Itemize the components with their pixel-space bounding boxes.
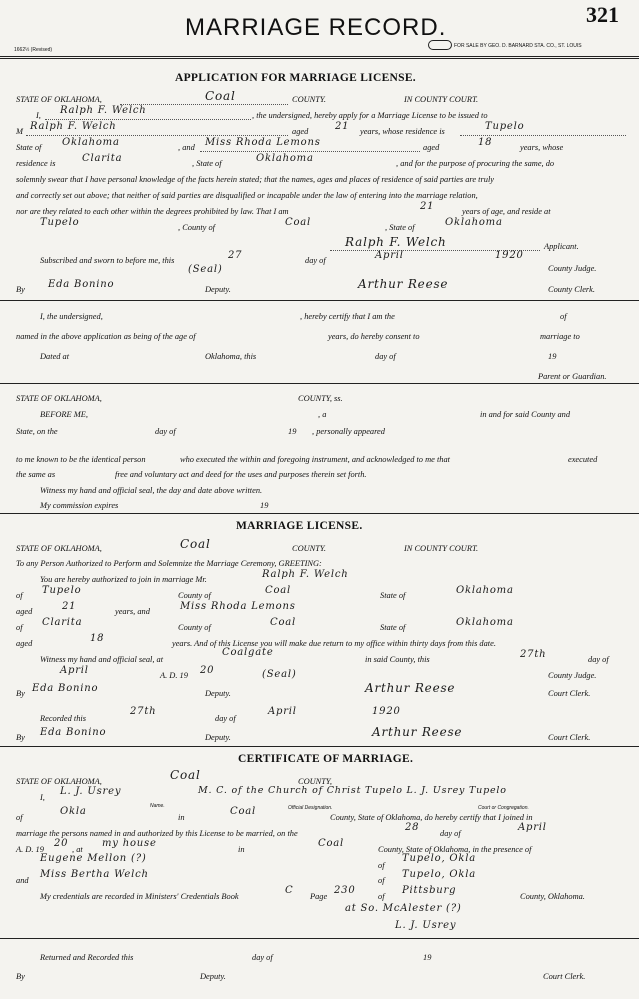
cert-off-county: Coal bbox=[230, 806, 257, 817]
lic-of-1: of bbox=[16, 591, 23, 600]
cert-witness-1: Eugene Mellon (?) bbox=[40, 853, 147, 864]
oath-text-2: and correctly set out above; that neither of said parties are disqualified or incapable under the law of entering into the marriage relation, bbox=[16, 191, 478, 200]
lic-rec-day: 27th bbox=[130, 706, 157, 717]
ack-commission-19: 19 bbox=[260, 501, 269, 510]
consent-line-2: named in the above application as being of the age of bbox=[16, 332, 196, 341]
app-county-value: Coal bbox=[205, 89, 236, 103]
page-number: 321 bbox=[586, 2, 619, 27]
form-code: 1662½ (Revised) bbox=[14, 47, 53, 53]
lic-clerk-sig: Arthur Reese bbox=[365, 681, 456, 695]
cert-credentials: My credentials are recorded in Ministers' Credentials Book bbox=[40, 892, 239, 901]
lic-groom: Ralph F. Welch bbox=[262, 569, 349, 580]
cert-sig-1: at So. McAlester (?) bbox=[345, 903, 462, 914]
lic-groom-age: 21 bbox=[62, 601, 77, 612]
groom-aged-label: aged bbox=[292, 127, 309, 136]
cert-marriage-text: marriage the persons named in and authorized by this License to be married, on the bbox=[16, 829, 298, 838]
cert-ad: A. D. 19 bbox=[16, 845, 44, 854]
lic-authorized: You are hereby authorized to join in marriage Mr. bbox=[40, 575, 207, 584]
app-i-label: I, bbox=[36, 111, 41, 120]
cert-place: my house bbox=[102, 838, 157, 849]
cert-in: in bbox=[178, 813, 185, 822]
consent-dated-label: Dated at bbox=[40, 352, 70, 361]
cert-of: of bbox=[16, 813, 23, 822]
applicant-name: Ralph F. Welch bbox=[60, 105, 147, 116]
lic-bride-state: Oklahoma bbox=[456, 617, 514, 628]
consent-line-1: I, the undersigned, bbox=[40, 312, 103, 321]
groom-line bbox=[26, 135, 288, 136]
cert-year: 20 bbox=[54, 838, 69, 849]
lic-groom-state: Oklahoma bbox=[456, 585, 514, 596]
cert-designation: M. C. of the Church of Christ Tupelo L. J. Usrey Tupelo bbox=[198, 785, 507, 796]
consent-day-of: day of bbox=[375, 352, 396, 361]
lic-county-value: Coal bbox=[180, 537, 211, 551]
oath-text-3b: years of age, and reside at bbox=[462, 207, 551, 216]
app-line2-text: , the undersigned, hereby apply for a Marriage License to be issued to bbox=[252, 111, 488, 120]
bride-line bbox=[200, 151, 420, 152]
cert-day-of: day of bbox=[440, 829, 461, 838]
lic-state-label: STATE OF OKLAHOMA, bbox=[16, 544, 102, 553]
lic-ad: A. D. 19 bbox=[160, 671, 188, 680]
ack-day-of: day of bbox=[155, 427, 176, 436]
ack-state-label: STATE OF OKLAHOMA, bbox=[16, 394, 102, 403]
sworn-day: 27 bbox=[228, 250, 243, 261]
groom-name: Ralph F. Welch bbox=[30, 121, 117, 132]
cert-returned-19: 19 bbox=[423, 953, 432, 962]
applicant-county: Coal bbox=[285, 217, 312, 228]
cert-at: , at bbox=[72, 845, 83, 854]
clerk-signature: Arthur Reese bbox=[358, 277, 449, 291]
cert-name-label: Name. bbox=[150, 803, 165, 809]
lic-greeting: To any Person Authorized to Perform and Solemnize the Marriage Ceremony, GREETING: bbox=[16, 559, 322, 568]
deputy-label: Deputy. bbox=[205, 285, 231, 294]
lic-bride-age: 18 bbox=[90, 633, 105, 644]
app-mr-label: M bbox=[16, 127, 23, 136]
cert-court-clerk: Court Clerk. bbox=[543, 972, 586, 981]
oath-text-1: solemnly swear that I have personal knowledge of the facts herein stated; that the names, ages and places of residence of said parties are truly bbox=[16, 175, 494, 184]
bride-state: Oklahoma bbox=[256, 153, 314, 164]
groom-age: 21 bbox=[335, 121, 350, 132]
lic-deputy: Deputy. bbox=[205, 689, 231, 698]
county-of-label: , County of bbox=[178, 223, 215, 232]
seal-1: (Seal) bbox=[188, 264, 223, 275]
page-title: MARRIAGE RECORD. bbox=[185, 14, 447, 41]
ack-before-me: BEFORE ME, bbox=[40, 410, 88, 419]
lic-clerk-sig-2: Arthur Reese bbox=[372, 725, 463, 739]
lic-rec-day-of: day of bbox=[215, 714, 236, 723]
ack-county-ss: COUNTY, ss. bbox=[298, 394, 343, 403]
groom-residence: Tupelo bbox=[485, 121, 525, 132]
county-clerk-label: County Clerk. bbox=[548, 285, 595, 294]
lic-in-said-county: in said County, this bbox=[365, 655, 430, 664]
cert-i: I, bbox=[40, 793, 45, 802]
lic-groom-town: Tupelo bbox=[42, 585, 82, 596]
applicant-line bbox=[45, 119, 251, 120]
consent-line-1b: , hereby certify that I am the bbox=[300, 312, 395, 321]
state-of-label: State of bbox=[16, 143, 42, 152]
ack-free-voluntary: free and voluntary act and deed for the uses and purposes therein set forth. bbox=[115, 470, 367, 479]
cert-county-state-presence: County, State of Oklahoma, in the presence of bbox=[378, 845, 532, 854]
ack-19: 19 bbox=[288, 427, 297, 436]
cert-county-ok: County, Oklahoma. bbox=[520, 892, 585, 901]
lic-rec-year: 1920 bbox=[372, 706, 401, 717]
lic-state-of-1: State of bbox=[380, 591, 406, 600]
deputy-signature: Eda Bonino bbox=[48, 279, 115, 290]
cert-day: 28 bbox=[405, 822, 420, 833]
state-of2-label: , State of bbox=[385, 223, 415, 232]
publisher-imprint: FOR SALE BY GEO. D. BARNARD STA. CO., ST. LOUIS bbox=[454, 43, 582, 49]
cert-in-2: in bbox=[238, 845, 245, 854]
application-heading: APPLICATION FOR MARRIAGE LICENSE. bbox=[175, 72, 416, 84]
lic-county-judge: County Judge. bbox=[548, 671, 597, 680]
applicant-state: Oklahoma bbox=[445, 217, 503, 228]
divider-3 bbox=[0, 513, 639, 514]
applicant-age: 21 bbox=[420, 201, 435, 212]
cert-witness-1-res: Tupelo, Okla bbox=[402, 853, 477, 864]
cert-state-label: STATE OF OKLAHOMA, bbox=[16, 777, 102, 786]
app-state-label: STATE OF OKLAHOMA, bbox=[16, 95, 102, 104]
lic-aged-1: aged bbox=[16, 607, 33, 616]
consent-line-2b: years, do hereby consent to bbox=[328, 332, 420, 341]
ack-known: to me known to be the identical person bbox=[16, 455, 146, 464]
county-judge-label: County Judge. bbox=[548, 264, 597, 273]
ack-in-and-for: in and for said County and bbox=[480, 410, 571, 419]
cert-official-designation: Official Designation. bbox=[288, 805, 333, 811]
cert-book: C bbox=[285, 885, 294, 896]
consent-oklahoma-label: Oklahoma, this bbox=[205, 352, 257, 361]
lic-seal: (Seal) bbox=[262, 669, 297, 680]
cert-witness-2-res: Tupelo, Okla bbox=[402, 869, 477, 880]
years-res-label: years, whose residence is bbox=[360, 127, 445, 136]
lic-place: Coalgate bbox=[222, 647, 274, 658]
cert-page-num: 230 bbox=[334, 885, 356, 896]
bride-name: Miss Rhoda Lemons bbox=[205, 137, 321, 148]
cert-off-town: Okla bbox=[60, 806, 87, 817]
lic-bride-county: Coal bbox=[270, 617, 297, 628]
lic-groom-county: Coal bbox=[265, 585, 292, 596]
subscribed-label: Subscribed and sworn to before me, this bbox=[40, 256, 175, 265]
app-county-label: COUNTY. bbox=[292, 95, 326, 104]
ack-commission: My commission expires bbox=[40, 501, 119, 510]
license-heading: MARRIAGE LICENSE. bbox=[236, 520, 363, 532]
lic-years-and: years, and bbox=[115, 607, 150, 616]
consent-line-1c: of bbox=[560, 312, 567, 321]
lic-court-clerk-2: Court Clerk. bbox=[548, 733, 591, 742]
cert-deputy: Deputy. bbox=[200, 972, 226, 981]
cert-month: April bbox=[518, 822, 547, 833]
consent-line-2c: marriage to bbox=[540, 332, 580, 341]
lic-county-label: COUNTY. bbox=[292, 544, 326, 553]
applicant-town: Tupelo bbox=[40, 217, 80, 228]
lic-court-clerk: Court Clerk. bbox=[548, 689, 591, 698]
cert-certify: County, State of Oklahoma, do hereby certify that I joined in bbox=[330, 813, 533, 822]
divider-2 bbox=[0, 383, 639, 384]
applicant-signature: Ralph F. Welch bbox=[345, 235, 447, 249]
lic-recorded: Recorded this bbox=[40, 714, 86, 723]
lic-by: By bbox=[16, 689, 25, 698]
state-label2: , State of bbox=[192, 159, 222, 168]
lic-deputy-sig-2: Eda Bonino bbox=[40, 727, 107, 738]
ack-appeared: , personally appeared bbox=[312, 427, 385, 436]
groom-state: Oklahoma bbox=[62, 137, 120, 148]
cert-court-or-cong: Court or Congregation. bbox=[478, 805, 529, 811]
lic-court-label: IN COUNTY COURT. bbox=[404, 544, 479, 553]
by-label: By bbox=[16, 285, 25, 294]
consent-19: 19 bbox=[548, 352, 557, 361]
bride-age: 18 bbox=[478, 137, 493, 148]
lic-by-2: By bbox=[16, 733, 25, 742]
sworn-year: 1920 bbox=[495, 250, 524, 261]
cert-county-2: Coal bbox=[318, 838, 345, 849]
cert-cred-county: Pittsburg bbox=[402, 885, 457, 896]
cert-by: By bbox=[16, 972, 25, 981]
lic-county-of-2: County of bbox=[178, 623, 211, 632]
lic-bride: Miss Rhoda Lemons bbox=[180, 601, 296, 612]
cert-county-label: COUNTY, bbox=[298, 777, 332, 786]
lic-month: April bbox=[60, 665, 89, 676]
lic-return-text: years. And of this License you will make due return to my office within thirty days from this date. bbox=[172, 639, 496, 648]
publisher-logo-icon bbox=[428, 40, 452, 50]
ack-executed-within: who executed the within and foregoing instrument, and acknowledged to me that bbox=[180, 455, 450, 464]
lic-aged-2: aged bbox=[16, 639, 33, 648]
cert-sig-2: L. J. Usrey bbox=[395, 920, 457, 931]
and-miss-label: , and bbox=[178, 143, 195, 152]
lic-day: 27th bbox=[520, 649, 547, 660]
ack-a: , a bbox=[318, 410, 327, 419]
lic-day-of: day of bbox=[588, 655, 609, 664]
residence-is-label: residence is bbox=[16, 159, 56, 168]
ack-executed: executed bbox=[568, 455, 598, 464]
lic-county-of-1: County of bbox=[178, 591, 211, 600]
cert-officiant: L. J. Usrey bbox=[60, 786, 122, 797]
groom-res-line bbox=[460, 135, 626, 136]
cert-returned: Returned and Recorded this bbox=[40, 953, 134, 962]
ack-witness: Witness my hand and official seal, the day and date above written. bbox=[40, 486, 263, 495]
procuring-text: , and for the purpose of procuring the same, do bbox=[396, 159, 555, 168]
oath-text-3: nor are they related to each other within the degrees prohibited by law. That I am bbox=[16, 207, 289, 216]
parent-guardian-label: Parent or Guardian. bbox=[538, 372, 607, 381]
applicant-label: Applicant. bbox=[544, 242, 579, 251]
cert-page-label: Page bbox=[310, 892, 328, 901]
cert-of-w2: of bbox=[378, 876, 385, 885]
lic-year: 20 bbox=[200, 665, 215, 676]
divider-4 bbox=[0, 746, 639, 747]
lic-deputy-sig: Eda Bonino bbox=[32, 683, 99, 694]
sworn-month: April bbox=[375, 250, 404, 261]
cert-witness-2: Miss Bertha Welch bbox=[40, 869, 149, 880]
lic-bride-town: Clarita bbox=[42, 617, 83, 628]
cert-and: and bbox=[16, 876, 29, 885]
divider-5 bbox=[0, 938, 639, 939]
bride-residence: Clarita bbox=[82, 153, 123, 164]
cert-of-w1: of bbox=[378, 861, 385, 870]
years-whose-label: years, whose bbox=[520, 143, 564, 152]
lic-witness: Witness my hand and official seal, at bbox=[40, 655, 164, 664]
lic-rec-month: April bbox=[268, 706, 297, 717]
ack-same-as: the same as bbox=[16, 470, 56, 479]
cert-returned-day-of: day of bbox=[252, 953, 273, 962]
ack-state-on: State, on the bbox=[16, 427, 58, 436]
divider-1 bbox=[0, 300, 639, 301]
header-divider bbox=[0, 56, 639, 59]
bride-aged-label: aged bbox=[423, 143, 440, 152]
cert-county-value: Coal bbox=[170, 768, 201, 782]
lic-of-2: of bbox=[16, 623, 23, 632]
app-court-label: IN COUNTY COURT. bbox=[404, 95, 479, 104]
day-of-label: day of bbox=[305, 256, 326, 265]
lic-deputy-2: Deputy. bbox=[205, 733, 231, 742]
lic-state-of-2: State of bbox=[380, 623, 406, 632]
cert-of-c: of bbox=[378, 892, 385, 901]
certificate-heading: CERTIFICATE OF MARRIAGE. bbox=[238, 753, 414, 765]
